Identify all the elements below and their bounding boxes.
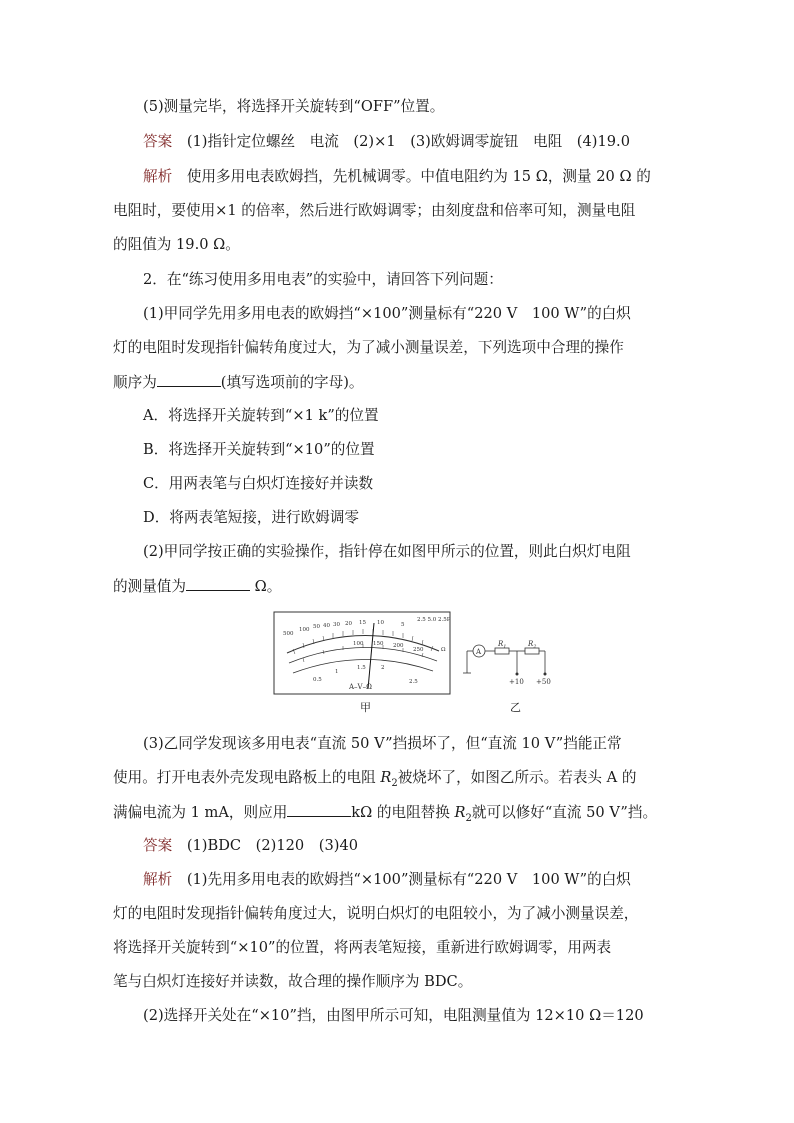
option-a: A．将选择开关旋转到“×1 k”的位置	[143, 407, 379, 424]
explanation-1	[143, 167, 713, 187]
meter-unit-label: A–V–Ω	[349, 683, 372, 691]
text-span: 1	[503, 644, 507, 650]
question-2-part-2-line-1: (2)甲同学按正确的实验操作，指针停在如图甲所示的位置，则此白炽灯电阻	[143, 543, 631, 560]
explanation-2-line-4: 笔与白炽灯连接好并读数，故合理的操作顺序为 BDC。	[113, 973, 473, 990]
scale-label: 30	[333, 622, 340, 628]
scale-label: 50	[313, 624, 320, 630]
answer-label: 答案	[143, 837, 173, 854]
scale-label: 1.5	[357, 665, 366, 671]
scale-label: 40	[323, 623, 330, 629]
figure-meter-and-circuit	[273, 611, 573, 721]
explanation-2-line-2: 灯的电阻时发现指针偏转角度过大，说明白炽灯的电阻较小，为了减小测量误差，	[113, 905, 639, 922]
question-2-part-3-line-1: (3)乙同学发现该多用电表“直流 50 V”挡损坏了，但“直流 10 V”挡能正常	[143, 735, 622, 752]
option-c: C．用两表笔与白炽灯连接好并读数	[143, 475, 374, 492]
explanation-1-line-2: 电阻时，要使用×1 的倍率，然后进行欧姆调零；由刻度盘和倍率可知，测量电阻	[113, 202, 636, 219]
scale-label: 10	[377, 620, 384, 626]
explanation-2-line-3: 将选择开关旋转到“×10”的位置，将两表笔短接，重新进行欧姆调零，用两表	[113, 939, 612, 956]
scale-label: 1	[335, 669, 339, 675]
text-span: R	[528, 640, 534, 648]
text-span: 的测量值为	[113, 578, 186, 595]
scale-label: 0.5	[313, 677, 322, 683]
explanation-text: 使用多用电表欧姆挡，先机械调零。中值电阻约为 15 Ω，测量 20 Ω 的	[186, 168, 651, 185]
explanation-2-line-5: (2)选择开关处在“×10”挡，由图甲所示可知，电阻测量值为 12×10 Ω＝120	[143, 1007, 644, 1024]
scale-label: 100	[353, 641, 364, 647]
scale-label: 250	[413, 647, 424, 653]
scale-label: 5	[401, 622, 405, 628]
text-span: R	[498, 640, 504, 648]
text-span: 2	[533, 644, 537, 650]
step-5-text: (5)测量完毕，将选择开关旋转到“OFF”位置。	[143, 98, 445, 115]
question-2-part-3-line-3	[113, 802, 683, 829]
figure-caption-left: 甲	[360, 701, 371, 714]
question-2-part-1-line-2: 灯的电阻时发现指针偏转角度过大，为了减小测量误差，下列选项中合理的操作	[113, 339, 624, 356]
question-2-part-3-line-2	[113, 768, 683, 794]
text-span: kΩ 的电阻替换	[351, 804, 455, 821]
question-2-part-1-line-1: (1)甲同学先用多用电表的欧姆挡“×100”测量标有“220 V 100 W”的白炽	[143, 305, 631, 322]
explanation-2	[143, 870, 713, 890]
answer-blank	[287, 802, 351, 817]
explanation-label: 解析	[143, 168, 173, 185]
text-span: 满偏电流为 1 mA，则应用	[113, 804, 288, 821]
text-span: 使用。打开电表外壳发现电路板上的电阻	[113, 769, 381, 786]
option-d: D．将两表笔短接，进行欧姆调零	[143, 509, 360, 526]
option-b: B．将选择开关旋转到“×10”的位置	[143, 441, 375, 458]
text-span: R	[380, 769, 392, 786]
terminal-10-label: +10	[509, 678, 524, 686]
meter-dial-figure	[274, 612, 451, 694]
answer-blank	[157, 372, 221, 387]
text-span: 就可以修好“直流 50 V”挡。	[471, 804, 658, 821]
text-span: 被烧坏了，如图乙所示。若表头 A 的	[397, 769, 637, 786]
text-span: 2	[391, 777, 398, 789]
explanation-1-line-3: 的阻值为 19.0 Ω。	[113, 236, 240, 253]
answer-text: (1)指针定位螺丝 电流 (2)×1 (3)欧姆调零旋钮 电阻 (4)19.0	[186, 133, 630, 150]
resistor-r1	[495, 648, 509, 654]
answer-2	[143, 836, 713, 856]
explanation-label: 解析	[143, 871, 173, 888]
answer-blank	[186, 576, 250, 591]
scale-label: 15	[359, 620, 366, 626]
ammeter-label: A	[476, 648, 482, 656]
question-2-part-2-line-2	[113, 576, 683, 597]
scale-label: 2	[381, 665, 385, 671]
terminal-50-label: +50	[536, 678, 551, 686]
ohm-symbol: Ω	[441, 647, 446, 653]
answer-1	[143, 132, 713, 152]
resistor-r2	[525, 648, 539, 654]
scale-label: 100	[299, 627, 310, 633]
text-span: Ω。	[249, 578, 282, 595]
text-span: (填写选项前的字母)。	[220, 374, 364, 391]
scale-label: 150	[373, 641, 384, 647]
scale-label: 500	[283, 631, 294, 637]
text-span: 顺序为	[113, 374, 157, 391]
explanation-text: (1)先用多用电表的欧姆挡“×100”测量标有“220 V 100 W”的白炽	[186, 871, 631, 888]
scale-label: 200	[393, 643, 404, 649]
answer-text: (1)BDC (2)120 (3)40	[186, 837, 359, 854]
scale-label: 2.5 5.0 2.5P	[417, 617, 451, 623]
circuit-diagram	[463, 640, 551, 686]
answer-label: 答案	[143, 133, 173, 150]
text-span: R	[454, 804, 466, 821]
question-2-stem: 2．在“练习使用多用电表”的实验中，请回答下列问题：	[143, 271, 503, 288]
text-span: 2	[465, 812, 472, 824]
scale-label: 2.5	[409, 679, 418, 685]
question-2-part-1-line-3	[113, 372, 683, 393]
scale-label: 20	[345, 621, 352, 627]
figure-caption-right: 乙	[510, 701, 521, 714]
